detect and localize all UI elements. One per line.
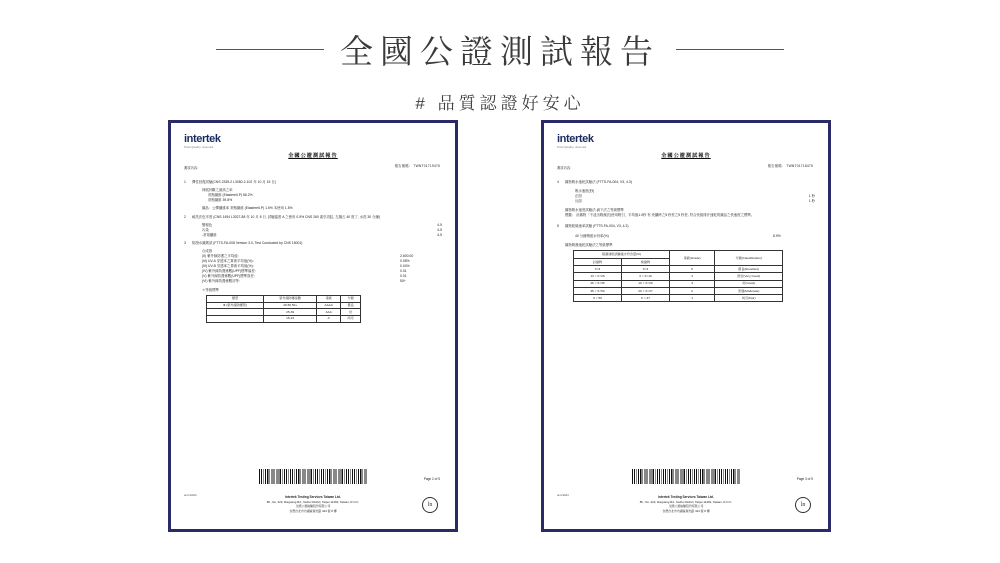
certification-seal-icon: ln [422, 497, 438, 513]
moisture-r2-c3: 好(Good) [715, 280, 783, 287]
document-title-left: 全國公證測試報告 [288, 153, 338, 159]
section-4-row-0-key: 吸水速度(秒) [575, 188, 595, 193]
document-code-left: am/cbdsfd [184, 494, 197, 498]
section-2-row-2 [192, 233, 442, 238]
uv-grade-r2-c1: 15-24 [264, 315, 317, 322]
section-5 [557, 224, 815, 303]
uv-grade-th-0: 類型 [207, 295, 264, 302]
section-3-table-caption: ＊等級標準 [202, 287, 219, 292]
title-rule-right [676, 49, 784, 50]
footer-right [551, 495, 821, 513]
footer-company-right: Intertek Testing Services Taiwan Ltd. [658, 495, 714, 500]
section-4-number: 4 [557, 180, 559, 184]
footer-address-cn-right: 全國公證檢驗股份有限公司 [668, 504, 704, 509]
title-row [0, 26, 1000, 73]
section-3-kv-2-value: 0.04% [400, 264, 410, 269]
moisture-r1-c0: 13 < X<26 [574, 273, 622, 280]
report-page-2-content [178, 130, 448, 522]
uv-grade-r0-c1: 40-50 50+ [264, 302, 317, 309]
section-3-kv-5 [192, 279, 442, 284]
report-number-label-left: 報告號碼： [394, 164, 413, 168]
brand-tagline-right: Total Quality. Assured. [557, 146, 588, 149]
uv-grade-r2-c3: 尚可 [341, 315, 361, 322]
moisture-r4-c0: X < 50 [574, 295, 622, 302]
document-code-right: am/ckbdd [557, 494, 569, 498]
page-title: 全國公證測試報告 [340, 33, 660, 70]
moisture-r4-c2: 1 [669, 295, 715, 302]
section-1-line-2: 常態織維 39.8% [208, 197, 233, 202]
section-4-row-1-value: 1 秒 [808, 193, 815, 198]
uv-grade-r1-c1: 25-39 [264, 309, 317, 316]
moisture-r3-c3: 普通(Moderate) [715, 287, 783, 294]
page-subtitle: # 品質認證好安心 [415, 94, 585, 113]
moisture-r3-c1: 20 < X<27 [621, 287, 669, 294]
uv-grade-table-header-row [207, 295, 361, 302]
moisture-grade-th-3: 分類(Classification) [715, 251, 783, 266]
table-row [207, 302, 361, 309]
section-3-lead: 防潑水織測試 (FTTS-FA-008 Version 3.0, Test Conducted by CNS 15001) [192, 241, 303, 246]
barcode-left [259, 469, 367, 484]
section-3-kv-4-key: (V) 紫外線防護係數(UPF)標準誤差： [202, 274, 258, 279]
section-5-kv-0-key: 40 分鐘殘留水份率(%) [575, 233, 609, 238]
section-2-body [192, 215, 442, 238]
moisture-r0-c1: X<3 [621, 265, 669, 272]
moisture-grade-sub-1: 梭織物 [621, 258, 669, 265]
section-1-number: 1 [184, 180, 186, 184]
section-2-row-2-value: 4-5 [437, 232, 442, 237]
section-3-kv-5-value: 50+ [400, 279, 406, 283]
certification-seal-icon-right: ln [795, 497, 811, 513]
section-1-line-3: 織品：公彈纖維率 常態織維 (Elasterell-P) 1.5% 本使用 1.5% [202, 205, 293, 210]
section-4-row-2 [565, 199, 815, 204]
moisture-r3-c2: 2 [669, 287, 715, 294]
section-3-sub: 合成指 [202, 249, 213, 254]
section-2-row-0-value: 4-5 [437, 222, 442, 227]
section-4-row-2-value: 1 秒 [808, 198, 815, 203]
section-2-row-0-key: 變褪色 [202, 222, 213, 227]
report-page-3-content [551, 130, 821, 522]
report-number-left [395, 164, 440, 169]
section-3-kv-0-key: (II) 紫外線防護之平均值： [202, 254, 241, 259]
table-row [574, 265, 783, 272]
section-2 [184, 215, 442, 238]
section-2-lead: 耐洗法色牢度 (CNS 1494 L3027-88 年 10 月 8 日, 試驗溫度 A 之使用 0.5% CNS 260 素引浴缸, 左織占 40 度了, 水洗 30 分鐘) [192, 214, 381, 219]
uv-grade-r1-c0 [207, 309, 264, 316]
uv-grade-th-2: 等級 [317, 295, 341, 302]
section-4 [557, 180, 815, 218]
footer-left [178, 495, 448, 513]
table-row [574, 287, 783, 294]
uv-grade-r0-c0: Ⅲ (紫外線防護型) [207, 302, 264, 309]
moisture-r0-c3: 優良(Excellent) [715, 265, 783, 272]
table-row [574, 280, 783, 287]
moisture-grade-th-2: 等級(Grade) [669, 251, 715, 266]
section-4-body [565, 180, 815, 218]
uv-grade-table [206, 295, 361, 323]
section-5-lead: 織物乾燥速率試驗 (FTTS-FA-004, V3, 4.2) [565, 223, 629, 228]
report-number-right [768, 164, 813, 169]
section-1-line-0: 伸展折斷之最高之率 [202, 187, 233, 192]
moisture-r1-c3: 很好(Very Good) [715, 273, 783, 280]
brand-name: intertek [184, 133, 221, 145]
footer-address-cn-left: 全國公證檢驗股份有限公司 [295, 504, 331, 509]
table-row [574, 273, 783, 280]
uv-grade-r0-c3: 優良 [341, 302, 361, 309]
section-5-number: 5 [557, 223, 559, 228]
brand-tagline: Total Quality. Assured. [184, 146, 215, 149]
section-3-kv-1-value: 0.05% [400, 259, 410, 264]
moisture-r4-c3: 尚可(Fair) [715, 295, 783, 302]
footer-address-right: 8F., No. 423, Ruiguang Rd., Neihu District, Taipei 11492, Taiwan, R.O.C. [639, 499, 733, 504]
section-3-kv-4-value: 0.01 [400, 274, 407, 279]
brand-name-right: intertek [557, 133, 594, 145]
report-number-value-right: TWNT01718475 [786, 164, 813, 168]
footer-address-left: 8F., No. 423, Ruiguang Rd., Neihu District, Taipei 11492, Taiwan, R.O.C. [266, 499, 360, 504]
table-row [574, 295, 783, 302]
section-3-number: 3 [184, 241, 186, 246]
footer-company-left: Intertek Testing Services Taiwan Ltd. [285, 495, 341, 500]
section-4-row-1-key: 正面 [575, 193, 582, 198]
section-2-row-1-value: 4-5 [437, 227, 442, 232]
report-number-value-left: TWNT01719475 [413, 164, 440, 168]
report-page-2[interactable] [168, 120, 458, 532]
uv-grade-th-1: 紫外線防護係數 [264, 295, 317, 302]
section-1 [184, 180, 442, 211]
section-3-body [192, 241, 442, 322]
footer-address-cn2-left: 台灣台北市內湖區瑞光路 423 號 8 樓 [289, 508, 337, 513]
report-number-label-right: 報告號碼： [767, 164, 786, 168]
moisture-r0-c2: 5 [669, 265, 715, 272]
section-3-kv-2-key: (III) UV-B 穿透率之算術平均值(%)： [202, 264, 257, 269]
page-header [0, 26, 1000, 114]
moisture-grade-th-0: 吸濕速乾試驗後水份含量(%) [574, 251, 670, 258]
section-4-note2: 標籤： 計織物「不浸出吸濕法)使用吸引，平均值1.0秒 有 快纖時之5 秒差之5 秒差, 符合快級排汗速乾的織品之快速度之標準。 [565, 212, 755, 217]
page-number-left: Page 2 of 5 [423, 477, 440, 482]
moisture-r4-c1: X > 37 [621, 295, 669, 302]
section-2-row-2-key: -常規纖維 [202, 232, 217, 237]
section-4-note: 織物吸水速度試驗法-滴下法之等級標準 [565, 207, 624, 212]
intertek-logo [184, 134, 221, 150]
section-5-note: 織物吸濕速乾試驗法之等級標準 [565, 242, 613, 247]
section-3-kv-3-key: (IV) 紫外線防護係數(UPF)標準偏差： [202, 269, 259, 274]
page-number-right: Page 3 of 5 [796, 477, 813, 482]
moisture-grade-table [573, 250, 783, 302]
moisture-grade-sub-0: 針織物 [574, 258, 622, 265]
report-body-right [557, 176, 815, 302]
section-5-kv-0 [565, 234, 815, 239]
moisture-r3-c0: 35 < X<50 [574, 287, 622, 294]
section-2-row-1-key: 污染 [202, 227, 209, 232]
report-page-3[interactable] [541, 120, 831, 532]
tested-for-right: 測試內容： [557, 166, 574, 170]
barcode-right [632, 469, 740, 484]
moisture-r1-c1: 3 < X<10 [621, 273, 669, 280]
section-3-kv-0-value: 2,600.00 [400, 254, 414, 259]
document-title-right: 全國公證測試報告 [661, 153, 711, 159]
uv-grade-r1-c2: AAA [317, 309, 341, 316]
report-body-left [184, 176, 442, 323]
moisture-r2-c1: 10 < X<20 [621, 280, 669, 287]
section-5-kv-0-value: 8.9% [773, 233, 781, 238]
title-rule-left [216, 49, 324, 50]
section-3-kv-3-value: 0.01 [400, 269, 407, 274]
section-4-lead: 織物吸水速乾試驗法 (FTTS-FA-004, V3, 4.3) [565, 180, 632, 184]
moisture-r1-c2: 4 [669, 273, 715, 280]
footer-address-cn2-right: 台灣台北市內湖區瑞光路 423 號 8 樓 [662, 508, 710, 513]
section-1-line-1: 常態織維 (Elasterell-P) 66.2% [208, 192, 253, 197]
uv-grade-th-3: 分類 [341, 295, 361, 302]
section-3 [184, 241, 442, 322]
table-row [207, 309, 361, 316]
moisture-r2-c2: 3 [669, 280, 715, 287]
section-3-kv-1-key: (III) UV-A 穿透率之算術平均值(%)： [202, 259, 256, 264]
section-2-number: 2 [184, 214, 186, 219]
uv-grade-r2-c0 [207, 315, 264, 322]
section-4-row-2-key: 反面 [575, 198, 582, 203]
intertek-logo-right [557, 134, 594, 150]
section-3-kv-5-key: (VI) 紫外線防護係數評等： [202, 279, 243, 283]
moisture-r0-c0: X<3 [574, 265, 622, 272]
section-1-body [192, 180, 442, 211]
uv-grade-r2-c2: A [317, 315, 341, 322]
uv-grade-r1-c3: 好 [341, 309, 361, 316]
moisture-r2-c0: 26 < X<35 [574, 280, 622, 287]
moisture-grade-header-row-1 [574, 251, 783, 258]
section-5-body [565, 224, 815, 303]
table-row [207, 315, 361, 322]
tested-for-left: 測試內容： [184, 166, 201, 170]
section-1-lead: 彈性回復試驗(CNS 2339-2 L3050-2-102 年 10 月 15 日) [192, 180, 276, 184]
uv-grade-r0-c2: AAAA [317, 302, 341, 309]
